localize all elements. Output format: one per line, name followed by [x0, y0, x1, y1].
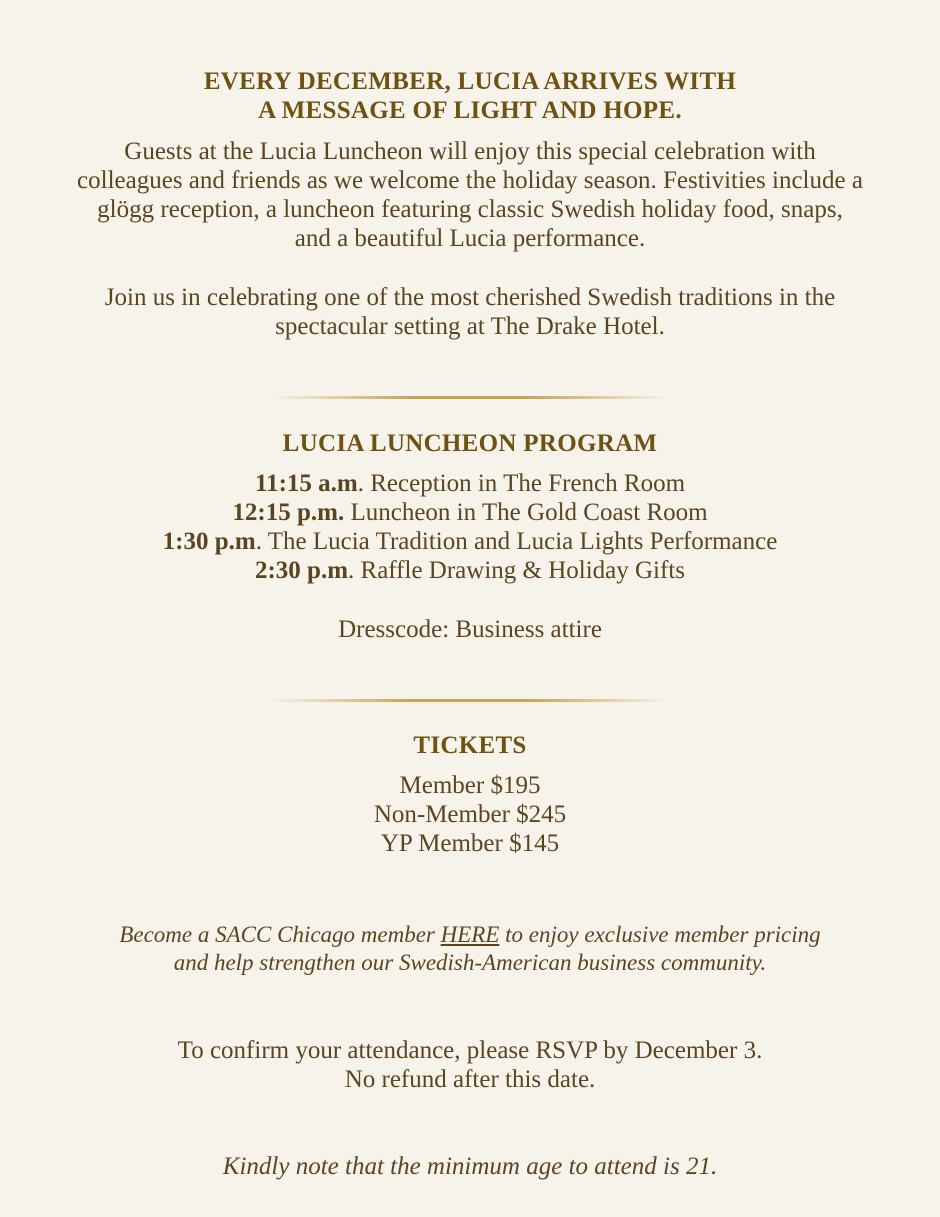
rsvp-section [0, 1036, 940, 1094]
program-list [0, 469, 940, 585]
rsvp-line-2: No refund after this date. [344, 1066, 596, 1093]
ticket-price: YP Member $145 [380, 830, 560, 857]
tickets-section [0, 731, 940, 760]
program-heading: LUCIA LUNCHEON PROGRAM [282, 430, 658, 457]
tickets-heading: TICKETS [413, 732, 527, 759]
age-note: Kindly note that the minimum age to attend is 21. [222, 1153, 718, 1180]
age-note-section [0, 1152, 940, 1181]
ticket-prices [0, 771, 940, 858]
intro-paragraph-1-line: Guests at the Lucia Luncheon will enjoy this special celebration with [124, 138, 816, 165]
membership-note-line-1 [0, 921, 940, 949]
program-item-time: 2:30 p.m [254, 557, 349, 584]
membership-text-after-link: to enjoy exclusive member pricing [499, 922, 821, 947]
membership-note [0, 921, 940, 977]
program-item [0, 498, 940, 527]
intro-paragraph-1-line: and a beautiful Lucia performance. [294, 225, 646, 252]
ticket-price: Non-Member $245 [373, 801, 567, 828]
intro-paragraph-1-line: glögg reception, a luncheon featuring classic Swedish holiday food, snaps, [97, 196, 843, 223]
dresscode-section [0, 615, 940, 644]
gold-divider-1 [270, 396, 670, 399]
program-item-time: 11:15 a.m [254, 470, 358, 497]
gold-divider-2 [270, 699, 670, 702]
program-item [0, 556, 940, 585]
intro-heading-line-2: A MESSAGE OF LIGHT AND HOPE. [258, 97, 682, 124]
dresscode-text: Dresscode: Business attire [338, 616, 602, 643]
membership-note-line-2: and help strengthen our Swedish-American business community. [173, 950, 767, 975]
intro-paragraph-2 [0, 283, 940, 341]
membership-here-link[interactable]: HERE [440, 922, 500, 947]
program-item-description: . Raffle Drawing & Holiday Gifts [348, 557, 686, 584]
program-item-description: Luncheon in The Gold Coast Room [344, 499, 708, 526]
program-item [0, 527, 940, 556]
intro-heading-line-1: EVERY DECEMBER, LUCIA ARRIVES WITH [203, 68, 737, 95]
intro-paragraph-2-line: Join us in celebrating one of the most cherished Swedish traditions in the [104, 284, 836, 311]
program-item [0, 469, 940, 498]
intro-paragraph-1-line: colleagues and friends as we welcome the holiday season. Festivities include a [77, 167, 863, 194]
intro-section [0, 67, 940, 125]
program-item-time: 1:30 p.m [162, 528, 256, 555]
program-item-description: . Reception in The French Room [357, 470, 686, 497]
program-item-time: 12:15 p.m. [232, 499, 345, 526]
program-section [0, 429, 940, 458]
intro-paragraph-1 [0, 137, 940, 253]
program-item-description: . The Lucia Tradition and Lucia Lights Performance [255, 528, 778, 555]
membership-text-before-link: Become a SACC Chicago member [119, 922, 441, 947]
intro-paragraph-2-line: spectacular setting at The Drake Hotel. [275, 313, 665, 340]
rsvp-line-1: To confirm your attendance, please RSVP by December 3. [177, 1037, 763, 1064]
ticket-price: Member $195 [399, 772, 541, 799]
